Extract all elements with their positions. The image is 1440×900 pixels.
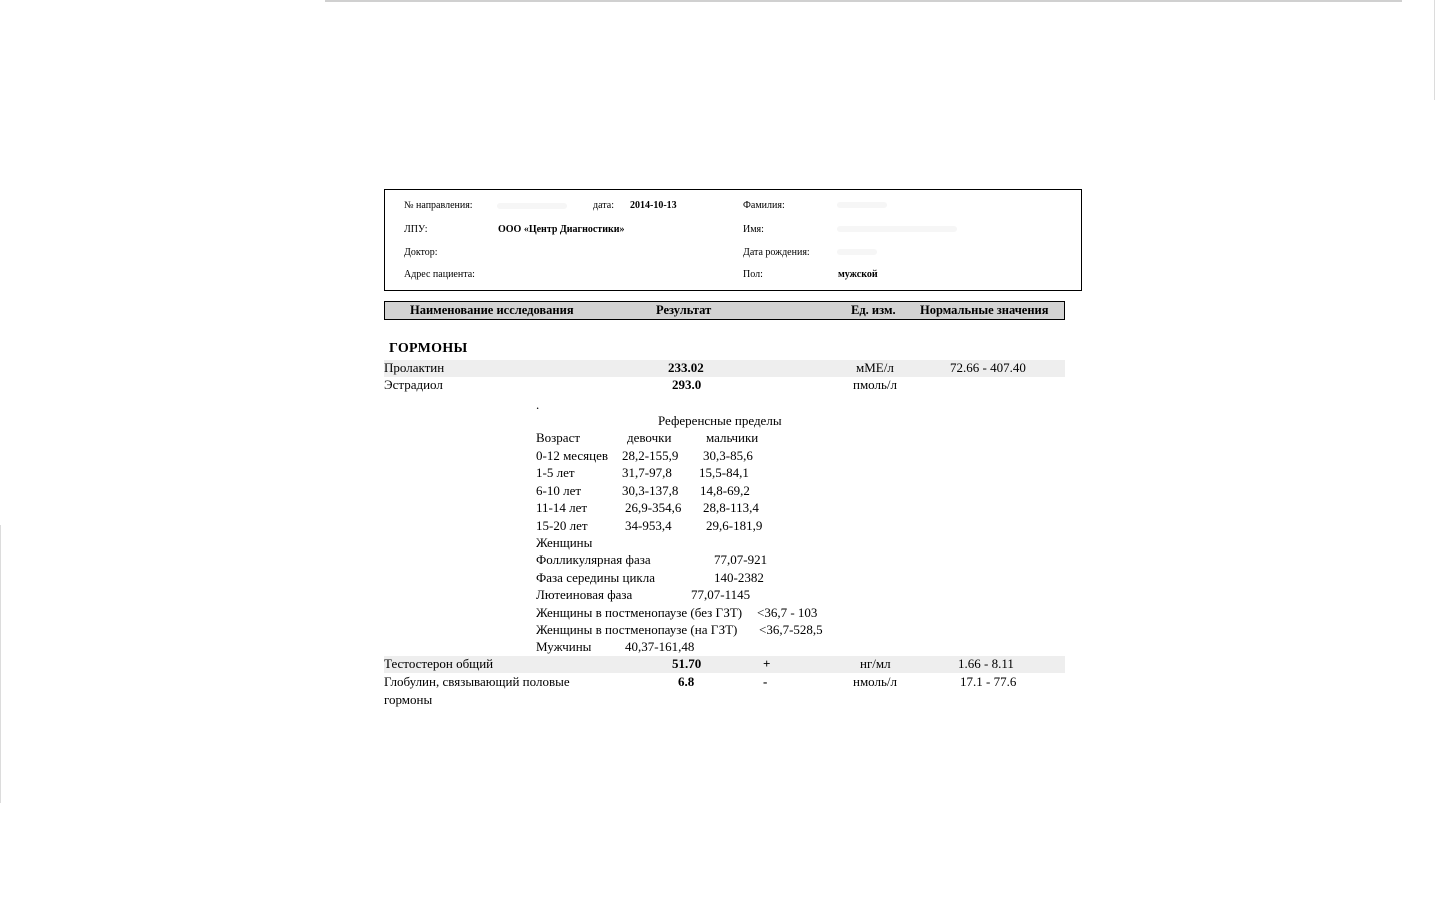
test-name: Тестостерон общий	[384, 656, 494, 671]
redacted-referral-number	[497, 203, 567, 209]
test-result: 51.70	[672, 656, 702, 671]
birthdate-label: Дата рождения:	[743, 247, 810, 258]
reference-men-label: Мужчины	[536, 639, 592, 654]
reference-phase-value: 140-2382	[714, 570, 764, 585]
reference-age: 11-14 лет	[536, 500, 588, 515]
result-row-estradiol	[384, 377, 1065, 394]
top-border-line	[325, 0, 1402, 2]
result-row-shbg	[384, 674, 1065, 710]
test-unit: нмоль/л	[853, 674, 898, 689]
reference-girls-range: 31,7-97,8	[622, 465, 672, 480]
redacted-name	[837, 226, 957, 232]
test-name: Глобулин, связывающий половые	[384, 674, 570, 689]
referral-label: № направления:	[404, 200, 473, 211]
column-name-header: Наименование исследования	[410, 303, 574, 317]
doctor-label: Доктор:	[404, 247, 438, 258]
reference-men-value: 40,37-161,48	[625, 639, 695, 654]
reference-phase-value: 77,07-921	[714, 552, 768, 567]
reference-phase-label: Лютеиновая фаза	[536, 587, 633, 602]
lpu-value: ООО «Центр Диагностики»	[498, 224, 625, 235]
test-name-line2: гормоны	[384, 692, 433, 707]
date-value: 2014-10-13	[630, 200, 677, 211]
test-normal-range: 17.1 - 77.6	[960, 674, 1017, 689]
reference-boys-range: 14,8-69,2	[700, 483, 750, 498]
reference-boys-range: 30,3-85,6	[703, 448, 753, 463]
reference-title: Референсные пределы	[658, 413, 782, 428]
reference-girls-range: 26,9-354,6	[625, 500, 682, 515]
reference-phase-value: 77,07-1145	[691, 587, 751, 602]
reference-age: 1-5 лет	[536, 465, 575, 480]
test-result: 6.8	[678, 674, 695, 689]
test-result: 233.02	[668, 360, 704, 375]
reference-age: 6-10 лет	[536, 483, 582, 498]
reference-phase-label: Фолликулярная фаза	[536, 552, 651, 567]
reference-girls-range: 34-953,4	[625, 518, 672, 533]
reference-dot: .	[536, 397, 540, 412]
redacted-surname	[837, 202, 887, 208]
lpu-label: ЛПУ:	[404, 224, 428, 235]
surname-label: Фамилия:	[743, 200, 785, 211]
sex-label: Пол:	[743, 269, 763, 280]
reference-phase-label: Фаза середины цикла	[536, 570, 655, 585]
reference-boys-header: мальчики	[706, 430, 759, 445]
test-flag-high: +	[763, 656, 771, 671]
patient-info-box	[384, 189, 1082, 291]
result-row-prolactin	[384, 360, 1065, 377]
reference-girls-range: 30,3-137,8	[622, 483, 679, 498]
test-result: 293.0	[672, 377, 702, 392]
reference-age: 0-12 месяцев	[536, 448, 609, 463]
reference-phase-label: Женщины в постменопаузе (без ГЗТ)	[536, 605, 743, 620]
reference-age: 15-20 лет	[536, 518, 588, 533]
reference-phase-value: <36,7-528,5	[759, 622, 823, 637]
name-label: Имя:	[743, 224, 764, 235]
right-edge-line	[1434, 0, 1435, 100]
test-unit: пмоль/л	[853, 377, 898, 392]
test-flag-low: -	[763, 674, 768, 689]
reference-boys-range: 29,6-181,9	[706, 518, 763, 533]
reference-girls-range: 28,2-155,9	[622, 448, 679, 463]
reference-girls-header: девочки	[627, 430, 672, 445]
redacted-birthdate	[837, 249, 877, 255]
sex-value: мужской	[838, 269, 878, 280]
result-row-testosterone	[384, 656, 1065, 673]
column-normal-header: Нормальные значения	[920, 303, 1049, 317]
reference-women-label: Женщины	[536, 535, 593, 550]
reference-age-header: Возраст	[536, 430, 581, 445]
test-normal-range: 1.66 - 8.11	[958, 656, 1014, 671]
left-edge-line	[0, 525, 1, 803]
reference-boys-range: 15,5-84,1	[699, 465, 749, 480]
test-name: Пролактин	[384, 360, 445, 375]
test-name: Эстрадиол	[384, 377, 443, 392]
reference-phase-value: <36,7 - 103	[757, 605, 818, 620]
results-column-header	[384, 301, 1065, 320]
reference-phase-label: Женщины в постменопаузе (на ГЗТ)	[536, 622, 738, 637]
date-label: дата:	[593, 200, 614, 211]
column-result-header: Результат	[656, 303, 712, 317]
column-unit-header: Ед. изм.	[851, 303, 896, 317]
test-unit: нг/мл	[860, 656, 891, 671]
test-normal-range: 72.66 - 407.40	[950, 360, 1026, 375]
section-title-hormones: ГОРМОНЫ	[389, 341, 468, 356]
reference-boys-range: 28,8-113,4	[703, 500, 759, 515]
address-label: Адрес пациента:	[404, 269, 475, 280]
test-unit: мМЕ/л	[856, 360, 894, 375]
